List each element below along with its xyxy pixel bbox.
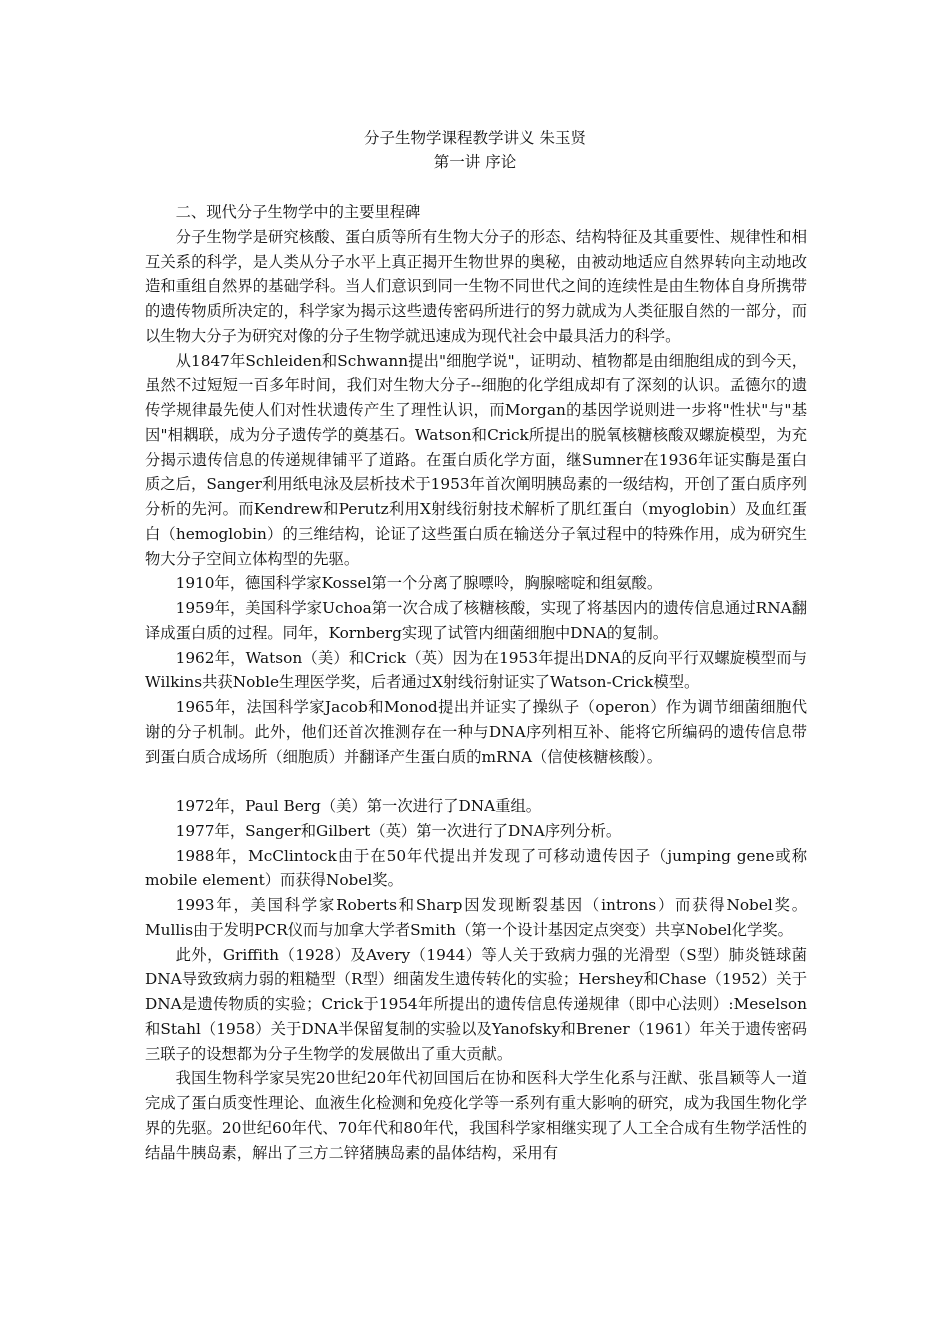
paragraph-1959: 1959年，美国科学家Uchoa第一次合成了核糖核酸，实现了将基因内的遗传信息通过RNA翻译成蛋白质的过程。同年，Kornberg实现了试管内细菌细胞中DNA的复制。 bbox=[145, 599, 807, 642]
paragraph-intro: 分子生物学是研究核酸、蛋白质等所有生物大分子的形态、结构特征及其重要性、规律性和相互关系的科学，是人类从分子水平上真正揭开生物世界的奥秘，由被动地适应自然界转向主动地改造和重组自然界的基础学科。当人们意识到同一生物不同世代之间的连续性是由生物体自身所携带的遗传物质所决定的，科学家为揭示这些遗传密码所进行的努力就成为人类征服自然的一部分，而以生物大分子为研究对像的分子生物学就迅速成为现代社会中最具活力的科学。 bbox=[145, 227, 807, 345]
paragraph-1977: 1977年，Sanger和Gilbert（英）第一次进行了DNA序列分析。 bbox=[175, 821, 622, 840]
paragraph-1988: 1988年，McClintock由于在50年代提出并发现了可移动遗传因子（jumping gene或称mobile element）而获得Nobel奖。 bbox=[145, 846, 807, 890]
paragraph-history: 从1847年Schleiden和Schwann提出"细胞学说"，证明动、植物都是由细胞组成的到今天，虽然不过短短一百多年时间，我们对生物大分子--细胞的化学组成却有了深刻的认识。孟德尔的遗传学规律最先使人们对性状遗传产生了理性认识，而Morgan的基因学说则进一步将"性状"与"基因"相耦联，成为分子遗传学的奠基石。Watson和Crick所提出的脱氧核糖核酸双螺旋模型，为充分揭示遗传信息的传递规律铺平了道路。在蛋白质化学方面，继Sumner在1936年证实酶是蛋白质之后，Sanger利用纸电泳及层析技术于1953年首次阐明胰岛素的一级结构，开创了蛋白质序列分析的先河。而Kendrew和Perutz利用X射线衍射技术解析了肌红蛋白（myoglobin）及血红蛋白（hemoglobin）的三维结构，论证了这些蛋白质在输送分子氧过程中的特殊作用，成为研究生物大分子空间立体构型的先驱。 bbox=[145, 351, 807, 568]
paragraph-1993: 1993年，美国科学家Roberts和Sharp因发现断裂基因（introns）而获得Nobel奖。Mullis由于发明PCR仪而与加拿大学者Smith（第一个设计基因定点突变）共享Nobel化学奖。 bbox=[145, 896, 807, 939]
paragraph-1965: 1965年，法国科学家Jacob和Monod提出并证实了操纵子（operon）作为调节细菌细胞代谢的分子机制。此外，他们还首次推测存在一种与DNA序列相互补、能将它所编码的遗传信息带到蛋白质合成场所（细胞质）并翻译产生蛋白质的mRNA（信使核糖核酸）。 bbox=[145, 698, 807, 766]
paragraph-1910: 1910年，德国科学家Kossel第一个分离了腺嘌呤，胸腺嘧啶和组氨酸。 bbox=[175, 574, 663, 593]
paragraph-china-research: 我国生物科学家吴宪20世纪20年代初回国后在协和医科大学生化系与汪猷、张昌颖等人一道完成了蛋白质变性理论、血液生化检测和免疫化学等一系列有重大影响的研究，成为我国生物化学界的先驱。20世纪60年代、70年代和80年代，我国科学家相继实现了人工全合成有生物学活性的结晶牛胰岛素，解出了三方二锌猪胰岛素的晶体结构，采用有 bbox=[145, 1069, 807, 1162]
paragraph-1962: 1962年，Watson（美）和Crick（英）因为在1953年提出DNA的反向平行双螺旋模型而与Wilkins共获Noble生理医学奖，后者通过X射线衍射证实了Watson-Crick模型。 bbox=[145, 648, 807, 692]
paragraph-1972: 1972年，Paul Berg（美）第一次进行了DNA重组。 bbox=[175, 797, 542, 815]
document-title: 分子生物学课程教学讲义 朱玉贤 bbox=[364, 129, 586, 147]
paragraph-other-contributions: 此外，Griffith（1928）及Avery（1944）等人关于致病力强的光滑型（S型）肺炎链球菌DNA导致致病力弱的粗糙型（R型）细菌发生遗传转化的实验；Hershey和Chase（1952）关于DNA是遗传物质的实验；Crick于1954年所提出的遗传信息传递规律（即中心法则）:Meselson和Stahl（1958）关于DNA半保留复制的实验以及Yanofsky和Brener（1961）年关于遗传密码三联子的设想都为分子生物学的发展做出了重大贡献。 bbox=[145, 945, 807, 1063]
paragraph-gap bbox=[145, 769, 807, 794]
lecture-subtitle: 第一讲 序论 bbox=[433, 153, 517, 171]
title-block bbox=[0, 126, 950, 174]
section-heading: 二、现代分子生物学中的主要里程碑 bbox=[175, 203, 421, 221]
document-body bbox=[145, 200, 807, 1165]
